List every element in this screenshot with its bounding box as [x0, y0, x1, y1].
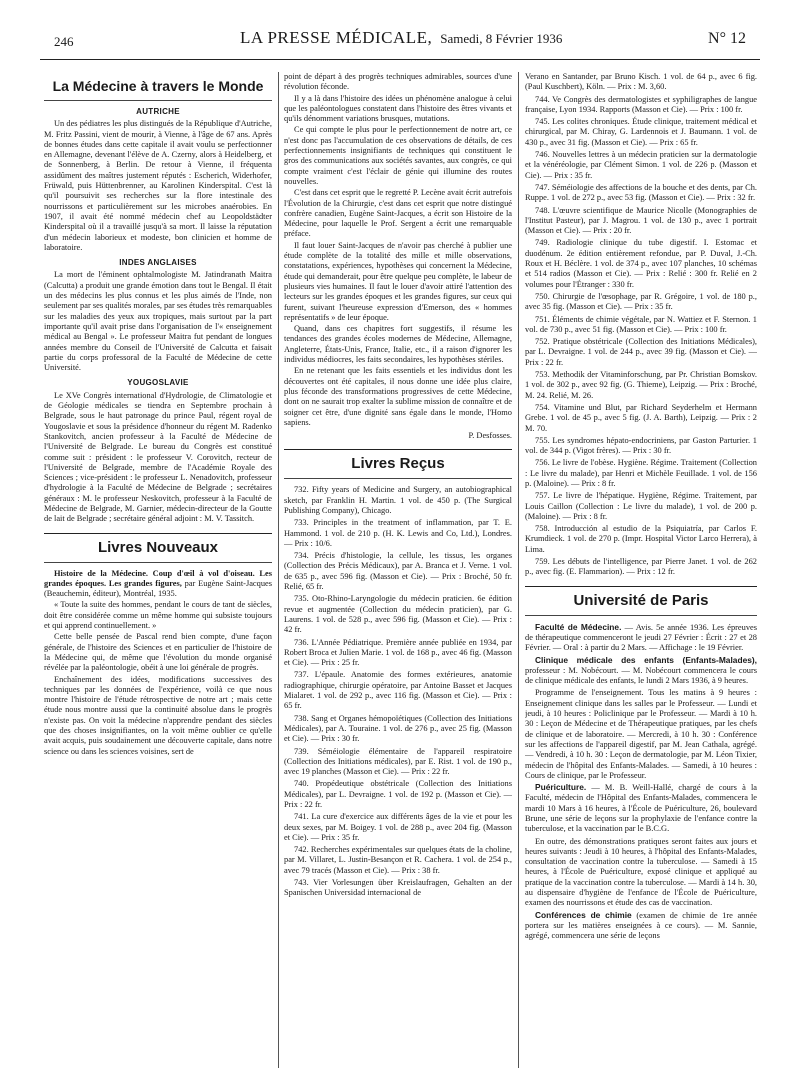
- journal-title-line: [240, 28, 562, 48]
- list-item: 745. Les colites chroniques. Étude clinique, traitement médical et chirurgical, par M. Chiray, G. Lardennois et J. Baumann. 1 vol. de 430 p., avec 31 fig. (Masson et Cie). — Prix : 65 fr.: [525, 117, 757, 147]
- news-text: — Avis. 5e année 1936. Les épreuves de thérapeutique commenceront le jeudi 27 Février : Écrit : 27 et 28 Février. — Oral : à partir du 2 Mars. — Affichage : le 19 Février.: [525, 622, 757, 653]
- paragraph: Il faut louer Saint-Jacques de n'avoir pas cherché à publier une étude complète de la totalité des mille et mille observations, constatations, expériences, hypothèses qui concernent la Médecine, étude qui demanderait, pour être quelque peu complète, le labeur de plusieurs vies humaines. Il faut le louer d'avoir attiré l'attention des lecteurs sur les grandes époques et les grandes figures, sur ceux qui furent, suivant l'heureuse expression d'Emerson, des « hommes représentatifs » de leur époque.: [284, 240, 512, 322]
- column-divider: [518, 72, 519, 1068]
- paragraph: En ne retenant que les faits essentiels et les individus dont les découvertes ont été capitales, il nous donne une idée plus claire, plus féconde des transformations progressives de cette Médecine, dont on ne saurait trop exalter la sublime mission de connaître et de soigner cet être, d'une dignité sans égale dans le monde, l'Homo sapiens.: [284, 366, 512, 427]
- issue-date: Samedi, 8 Février 1936: [440, 31, 563, 46]
- list-item: 737. L'épaule. Anatomie des formes extérieures, anatomie radiographique, chirurgie opératoire, par Antoine Basset et Jacques Mialaret. 1 vol. de 292 p., avec 116 fig. (Masson et Cie). — Prix : 65 fr.: [284, 670, 512, 711]
- column-left: [44, 72, 272, 1068]
- news-item: [525, 782, 757, 834]
- section-heading-livres-recus: Livres Reçus: [351, 455, 445, 473]
- book-reference: par Eugène Saint-Jacques (Beauchemin, éditeur), Montréal, 1935.: [44, 578, 272, 599]
- divider: [525, 615, 757, 616]
- news-text: Programme de l'enseignement. Tous les matins à 9 heures : Enseignement clinique dans les salles par le Professeur. — Lundi et jeudi, à 10 heures : Policlinique par le Professeur. — Mardi à 10 h. 30 : Leçon de Médecine et de Thérapeutique pratiques, par les chefs de clinique et de laboratoire. — Mercredi, à 10 h. 30 : Conférence sur les affections de l'appareil digestif, par M. Jean Cathala, agrégé. — Vendredi, à 10 h. 30 : Leçon de dermatologie, par M. Léon Tixier, médecin de l'hôpital des Enfants-Malades. — Samedi, à 10 heures : Cours de clinique, par le Professeur.: [525, 688, 757, 780]
- list-item: 754. Vitamine und Blut, par Richard Seyderhelm et Hermann Grebe. 1 vol. de 45 p., avec 5 fig. (J. A. Barth), Leipzig. — Prix : 2 M. 70.: [525, 402, 757, 433]
- list-item: 735. Oto-Rhino-Laryngologie du médecin praticien. 6e édition revue et augmentée (Collection du médecin praticien), par G. Laurens. 1 vol. de 528 p., avec 596 fig. (Masson et Cie). — Prix : 42 fr.: [284, 594, 512, 635]
- subheading-india: INDES ANGLAISES: [119, 258, 197, 268]
- subheading-austria: AUTRICHE: [136, 107, 180, 116]
- divider: [284, 478, 512, 479]
- list-item: 732. Fifty years of Medicine and Surgery, an autobiographical sketch, par Franklin H. Martin. 1 vol. de 450 p. (The Surgical Publishing Company), Chicago.: [284, 485, 512, 515]
- news-label: Clinique médicale des enfants (Enfants-Malades),: [535, 654, 757, 665]
- paragraph: Un des pédiatres les plus distingués de la République d'Autriche, M. Fritz Passini, vient de mourir, à Vienne, à l'âge de 67 ans. Après de bonnes études dans cette capitale il avait voulu se perfectionner en Allemagne, devenant l'élève de A. Czerny, alors à Heidelberg, et de Sonnenberg, à Berlin. De retour à Vienne, il fréquenta assidûment des maîtres justement réputés : Escherich, Widerhofer, Früwald, puis Hüttenbrenner, au Karolinen Kinderspital. C'est là qu'il poursuivit ses recherches sur la flore intestinale des nourrissons et particulièrement sur les microbes anaérobies. En 1907, il avait été nommé médecin chef au Leopoldstädter Kinderspital où il a travaillé jusqu'à sa mort. Il laisse la réputation d'un médecin laborieux et modeste, bon clinicien et homme de laboratoire.: [44, 119, 272, 252]
- news-label: Conférences de chimie: [535, 909, 632, 920]
- list-item: 738. Sang et Organes hémopoïétiques (Collection des Initiations Médicales), par A. Touraine. 1 vol. de 276 p., avec 25 fig. (Masson et Cie). — Prix : 30 fr.: [284, 713, 512, 744]
- list-item: 759. Les débuts de l'intelligence, par Pierre Janet. 1 vol. de 262 p., avec fig. (E. Flammarion). — Prix : 12 fr.: [525, 557, 757, 577]
- list-item: 742. Recherches expérimentales sur quelques états de la choline, par M. Villaret, L. Justin-Besançon et R. Cachera. 1 vol. de 254 p., avec 79 tracés (Masson et Cie). — Prix : 38 fr.: [284, 845, 512, 875]
- section-heading-medecine-monde: La Médecine à travers le Monde: [52, 78, 264, 94]
- list-item: 744. Ve Congrès des dermatologistes et syphiligraphes de langue française, Lyon 1934. Rapports (Masson et Cie). — Prix : 100 fr.: [525, 94, 757, 114]
- book-review-title: [44, 569, 272, 600]
- paragraph: Enchaînement des idées, modifications successives des techniques par les données de l'expérience, voilà ce que nous montre l'histoire de l'étude rétrospective de notre art ; mais cette étude nous montre aussi que la continuité absolue dans le progrès n'existe pas. On voit la médecine n'apprendre pendant des siècles que des choses insignifiantes, on la voit même oublier ce qu'elle avait acquis, puis soudainement une découverte capitale, dans notre science ou dans les sciences voisines, sert de: [44, 674, 272, 756]
- section-heading-livres-nouveaux: Livres Nouveaux: [97, 538, 219, 556]
- paragraph: Ce qui compte le plus pour le perfectionnement de notre art, ce n'est donc pas l'accumulation de ces observations de détails, de ces perfectionnements insignifiants de techniques qui constituent le gros des communications aux sociétés savantes, aux congrès, ce qui compte vraiment c'est l'éclair de génie qui illumine des routes nouvelles.: [284, 125, 512, 186]
- list-item: 757. Le livre de l'hépatique. Hygiène, Régime. Traitement, par Louis Caillon (Collection : Le livre du malade), 1 vol. de 200 p. (Maloine). — Prix : 8 fr.: [525, 491, 757, 521]
- subheading-yugoslavia: YOUGOSLAVIE: [127, 378, 189, 388]
- page-number: 246: [54, 34, 74, 49]
- list-item: 755. Les syndromes hépato-endocriniens, par Gaston Parturier. 1 vol. de 344 p. (Vigot frères). — Prix : 30 fr.: [525, 435, 757, 456]
- news-text: professeur : M. Nobécourt. — M. Nobécourt commencera le cours de clinique médicale des enfants, le lundi 2 Mars 1936, à 9 heures.: [525, 665, 757, 686]
- divider: [44, 533, 272, 534]
- paragraph: Il y a là dans l'histoire des idées un phénomène analogue à celui que les paléontologues constatent dans l'histoire des êtres vivants et qu'ils dénomment variations brusques, mutations.: [284, 93, 512, 124]
- header-rule: [40, 59, 760, 60]
- news-text: — M. B. Weill-Hallé, chargé de cours à la Faculté, médecin de l'Hôpital des Enfants-Malades, commencera le mardi 10 Mars à 16 heures, à l'École de Puériculture, 26, boulevard Brune, une série de leçons sur la prophylaxie de l'enfance contre la tuberculose, et la vaccination par le B.C.G.: [525, 783, 757, 834]
- list-item: 752. Pratique obstétricale (Collection des Initiations Médicales), par L. Devraigne. 1 vol. de 244 p., avec 39 fig. (Masson et Cie). — Prix : 22 fr.: [525, 337, 757, 367]
- news-text: (examen de chimie de 1re année portera sur les matières enseignées à ce cours). — M. Sannie, agrégé, commencera une série de leçons: [525, 910, 757, 941]
- divider: [44, 562, 272, 563]
- column-divider: [278, 72, 279, 1068]
- received-books-list-continued: [525, 72, 757, 578]
- journal-title: LA PRESSE MÉDICALE,: [240, 28, 433, 47]
- list-item: 756. Le livre de l'obèse. Hygiène. Régime. Traitement (Collection : Le livre du malade), par Henri et Michèle Feuillade. 1 vol. de 156 p. (Maloine). — Prix : 8 fr.: [525, 458, 757, 488]
- list-item: 733. Principles in the treatment of inflammation, par T. E. Hammond. 1 vol. de 210 p. (H. K. Lewis and Co, Ltd.), Londres. — Prix : 10/6.: [284, 518, 512, 548]
- list-item: 753. Methodik der Vitaminforschung, par Pr. Christian Bomskov. 1 vol. de 302 p., avec 92 fig. (G. Thieme), Leipzig. — Prix : Broché, M. 24. Relié, M. 26.: [525, 370, 757, 400]
- list-item: 750. Chirurgie de l'œsophage, par R. Grégoire, 1 vol. de 180 p., avec 35 fig. (Masson et Cie). — Prix : 35 fr.: [525, 291, 757, 312]
- list-item: 747. Séméiologie des affections de la bouche et des dents, par Ch. Ruppe. 1 vol. de 272 p., avec 53 fig. (Masson et Cie). — Prix : 32 fr.: [525, 182, 757, 203]
- divider: [525, 586, 757, 587]
- list-item: 739. Séméiologie élémentaire de l'appareil respiratoire (Collection des Initiations médicales), par E. Rist. 1 vol. de 190 p., avec 19 planches (Masson et Cie). — Prix : 22 fr.: [284, 746, 512, 777]
- list-item: 751. Éléments de chimie végétale, par N. Wattiez et F. Sternon. 1 vol. de 730 p., avec 51 fig. (Masson et Cie). — Prix : 100 fr.: [525, 314, 757, 334]
- news-item: [525, 622, 757, 654]
- news-text: En outre, des démonstrations pratiques seront faites aux jours et heures suivants : Jeudi à 10 heures, à l'hôpital des Enfants-Malades, consultation de vaccination contre la tuberculose. — Samedi à 15 heures, à l'École de Puériculture, exposé clinique et appliqué au pratique de la vaccination contre la tuberculose. — Mardi à 14 h. 30, au dispensaire d'hygiène de l'enfance de l'École de Puériculture, examen des nourrissons et étude des cas de vaccination.: [525, 836, 757, 908]
- list-item: 758. Introducción al estudio de la Psiquiatría, par Carlos F. Krumdieck. 1 vol. de 270 p. (Impr. Hospital Victor Larco Herrera), à Lima.: [525, 524, 757, 554]
- list-item: 746. Nouvelles lettres à un médecin praticien sur la dermatologie et la vénéréologie, par Clément Simon. 1 vol. de 226 p. (Masson et Cie). — Prix : 35 fr.: [525, 150, 757, 180]
- paragraph: C'est dans cet esprit que le regretté P. Lecène avait écrit autrefois l'Évolution de la Chirurgie, c'est dans cet esprit que notre distingué confrère canadien, Eugène Saint-Jacques, a écrit son Histoire de la Médecine, pour laquelle le Prof. Sergent a écrit une remarquable préface.: [284, 188, 512, 239]
- divider: [284, 449, 512, 450]
- list-item: 740. Propédeutique obstétricale (Collection des Initiations Médicales), par L. Devraigne. 1 vol. de 192 p. (Masson et Cie). — Prix : 22 fr.: [284, 779, 512, 809]
- issue-number: N° 12: [708, 30, 746, 47]
- divider: [44, 100, 272, 101]
- list-item: 748. L'œuvre scientifique de Maurice Nicolle (Monographies de l'Institut Pasteur), par J. Magrou. 1 vol. de 130 p., avec 1 portrait (Masson et Cie). — Prix : 20 fr.: [525, 205, 757, 236]
- paragraph: Cette belle pensée de Pascal rend bien compte, d'une façon générale, de l'histoire des Sciences et en particulier de l'histoire de la Médecine qui, de même que l'évolution du monde organisé révélée par la paléontologie, obéit à une loi générale de progrès.: [44, 632, 272, 673]
- list-item: 749. Radiologie clinique du tube digestif. I. Estomac et duodénum. 2e édition entièrement refondue, par P. Duval, J.-Ch. Roux et H. Béclère. 1 vol. de 374 p., avec 107 planches, 10 schémas et 514 radios (Masson et Cie). — Prix : Relié : 300 fr. Relié en 2 volumes pour l'Étranger : 330 fr.: [525, 238, 757, 289]
- section-heading-universite-paris: Université de Paris: [573, 591, 709, 609]
- paragraph: Le XVe Congrès international d'Hydrologie, de Climatologie et de Géologie médicales se tiendra en Septembre prochain à Belgrade, sous le haut patronage du prince Paul, régent royal de Yougoslavie et sous la présidence d'honneur du régent M. Radenko Stankovitch, ancien professeur à la Faculté de Médecine de l'Université de Belgrade. Le bureau du Congrès est constitué comme suit : président : le professeur V. Corovitch, recteur de l'Université de Belgrade, membre de l'Académie Royale des Sciences ; vice-président : le professeur L. Nenadovitch, professeur d'hydrologie à la Faculté de Médecine de Belgrade ; secrétaires généraux : M. le professeur Neskovitch, professeur à la Faculté de Médecine de Belgrade, M. Garnier, médecin-directeur de la Goutte de lait de Belgrade ; secrétaire général adjoint : M. V. Tassitch.: [44, 390, 272, 524]
- news-item: [525, 836, 757, 909]
- news-item: [525, 910, 757, 942]
- author-signature: P. Desfosses.: [468, 431, 512, 441]
- received-books-list: [284, 485, 512, 898]
- paragraph: La mort de l'éminent ophtalmologiste M. Jatindranath Maitra (Calcutta) a produit une grande émotion dans tout le Bengal. Il était un des médecins les plus connus et les plus aimés de l'Inde, non seulement par ses qualités morales, par ses études très remarquables sur les maladies des yeux aux tropiques, mais surtout par la part importante qu'il avait prise dans l'organisation de l'« enseignement médical au Bengal ». Le professeur Maitra fut pendant de longues années membre du Conseil de l'Université de Calcutta et faisait partie du corps professoral de la Faculté de Médecine de cette Université.: [44, 270, 272, 373]
- page-header: [40, 24, 760, 60]
- news-item: [525, 655, 757, 687]
- list-item: 741. La cure d'exercice aux différents âges de la vie et pour les deux sexes, par M. Boigey. 1 vol. de 288 p., avec 204 fig. (Masson et Cie). — Prix : 35 fr.: [284, 812, 512, 842]
- news-label: Faculté de Médecine.: [535, 621, 622, 632]
- news-item: [525, 687, 757, 781]
- paragraph: « Toute la suite des hommes, pendant le cours de tant de siècles, doit être considérée comme un même homme qui subsiste toujours et qui apprend continuellement. »: [44, 600, 272, 631]
- list-item: Verano en Santander, par Bruno Kisch. 1 vol. de 64 p., avec 6 fig. (Paul Kuschbert), Köln. — Prix : M. 3,60.: [525, 72, 757, 92]
- list-item: 734. Précis d'histologie, la cellule, les tissus, les organes (Collection des Précis Médicaux), par A. Branca et J. Verne. 1 vol. de 635 p., avec 596 fig. (Masson et Cie). — Prix : Broché, 50 fr. Relié, 65 fr.: [284, 551, 512, 592]
- book-title: Histoire de la Médecine. Coup d'œil à vol d'oiseau. Les grandes époques. Les grandes figures,: [44, 568, 272, 588]
- news-label: Puériculture.: [535, 782, 587, 793]
- column-middle: [284, 72, 512, 1068]
- paragraph: Quand, dans ces chapitres fort suggestifs, il résume les tendances des grandes écoles modernes de Médecine, Allemagne, Angleterre, États-Unis, France, Italie, etc., il a raison d'ignorer les individus médiocres, les faits secondaires, les hypothèses stériles.: [284, 324, 512, 365]
- column-right: [525, 72, 757, 1068]
- paragraph: point de départ à des progrès techniques admirables, sources d'une révolution féconde.: [284, 72, 512, 92]
- list-item: 743. Vier Vorlesungen über Kreislaufragen, Gehalten an der Spanischen Universidad internacional de: [284, 878, 512, 898]
- list-item: 736. L'Année Pédiatrique. Première année publiée en 1934, par Robert Broca et Julien Marie. 1 vol. de 168 p., avec 46 fig. (Masson et Cie). — Prix : 25 fr.: [284, 637, 512, 668]
